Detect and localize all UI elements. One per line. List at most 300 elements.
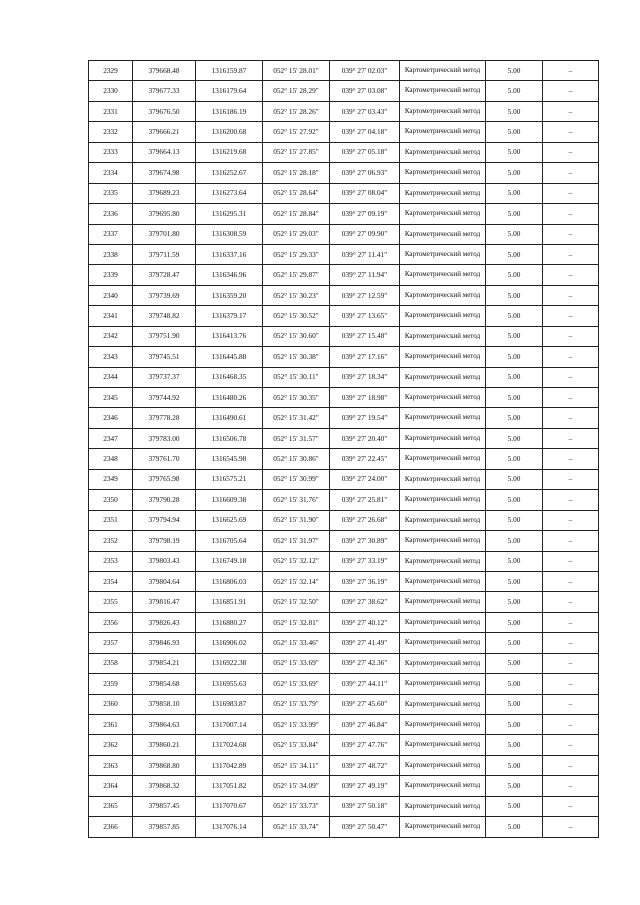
longitude-cell: 039° 27' 25.81" [330, 490, 400, 510]
latitude-cell: 052° 15' 30.99" [263, 469, 330, 489]
latitude-cell: 052° 15' 30.60" [263, 326, 330, 346]
latitude-cell: 052° 15' 32.14" [263, 571, 330, 591]
x-coordinate-cell: 379783.00 [133, 428, 196, 448]
accuracy-cell: 5.00 [486, 408, 543, 428]
x-coordinate-cell: 379858.10 [133, 694, 196, 714]
accuracy-cell: 5.00 [486, 694, 543, 714]
latitude-cell: 052° 15' 31.76" [263, 490, 330, 510]
latitude-cell: 052° 15' 33.79" [263, 694, 330, 714]
longitude-cell: 039° 27' 09.90" [330, 224, 400, 244]
accuracy-cell: 5.00 [486, 755, 543, 775]
table-row [89, 265, 599, 285]
y-coordinate-cell: 1316880.27 [196, 612, 263, 632]
point-number-cell: 2335 [89, 183, 133, 203]
note-cell: – [543, 326, 599, 346]
accuracy-cell: 5.00 [486, 551, 543, 571]
longitude-cell: 039° 27' 03.08" [330, 81, 400, 101]
x-coordinate-cell: 379803.43 [133, 551, 196, 571]
note-cell: – [543, 101, 599, 121]
longitude-cell: 039° 27' 05.18" [330, 142, 400, 162]
table-row [89, 694, 599, 714]
accuracy-cell: 5.00 [486, 490, 543, 510]
method-cell: Картометрический метод [400, 428, 486, 448]
accuracy-cell: 5.00 [486, 347, 543, 367]
note-cell: – [543, 122, 599, 142]
y-coordinate-cell: 1316625.69 [196, 510, 263, 530]
point-number-cell: 2361 [89, 715, 133, 735]
longitude-cell: 039° 27' 02.03" [330, 61, 400, 81]
table-row [89, 674, 599, 694]
x-coordinate-cell: 379864.63 [133, 715, 196, 735]
y-coordinate-cell: 1316575.21 [196, 469, 263, 489]
accuracy-cell: 5.00 [486, 204, 543, 224]
accuracy-cell: 5.00 [486, 101, 543, 121]
point-number-cell: 2348 [89, 449, 133, 469]
table-row [89, 326, 599, 346]
table-row [89, 244, 599, 264]
note-cell: – [543, 796, 599, 816]
table-row [89, 490, 599, 510]
latitude-cell: 052° 15' 28.84" [263, 204, 330, 224]
latitude-cell: 052° 15' 27.92" [263, 122, 330, 142]
latitude-cell: 052° 15' 33.73" [263, 796, 330, 816]
note-cell: – [543, 224, 599, 244]
note-cell: – [543, 449, 599, 469]
method-cell: Картометрический метод [400, 204, 486, 224]
point-number-cell: 2351 [89, 510, 133, 530]
longitude-cell: 039° 27' 36.19" [330, 571, 400, 591]
note-cell: – [543, 142, 599, 162]
table-row [89, 388, 599, 408]
longitude-cell: 039° 27' 48.72" [330, 755, 400, 775]
method-cell: Картометрический метод [400, 612, 486, 632]
point-number-cell: 2345 [89, 388, 133, 408]
x-coordinate-cell: 379857.85 [133, 817, 196, 837]
y-coordinate-cell: 1316705.64 [196, 531, 263, 551]
method-cell: Картометрический метод [400, 715, 486, 735]
latitude-cell: 052° 15' 30.23" [263, 285, 330, 305]
longitude-cell: 039° 27' 18.34" [330, 367, 400, 387]
table-row [89, 101, 599, 121]
accuracy-cell: 5.00 [486, 265, 543, 285]
x-coordinate-cell: 379857.45 [133, 796, 196, 816]
y-coordinate-cell: 1317051.82 [196, 776, 263, 796]
y-coordinate-cell: 1316359.20 [196, 285, 263, 305]
accuracy-cell: 5.00 [486, 388, 543, 408]
accuracy-cell: 5.00 [486, 183, 543, 203]
latitude-cell: 052° 15' 28.64" [263, 183, 330, 203]
latitude-cell: 052° 15' 32.12" [263, 551, 330, 571]
longitude-cell: 039° 27' 41.49" [330, 633, 400, 653]
accuracy-cell: 5.00 [486, 531, 543, 551]
latitude-cell: 052° 15' 31.90" [263, 510, 330, 530]
accuracy-cell: 5.00 [486, 469, 543, 489]
table-row [89, 776, 599, 796]
table-row [89, 531, 599, 551]
table-row [89, 61, 599, 81]
y-coordinate-cell: 1316983.87 [196, 694, 263, 714]
accuracy-cell: 5.00 [486, 449, 543, 469]
y-coordinate-cell: 1316445.88 [196, 347, 263, 367]
longitude-cell: 039° 27' 49.19" [330, 776, 400, 796]
table-row [89, 428, 599, 448]
latitude-cell: 052° 15' 30.35" [263, 388, 330, 408]
x-coordinate-cell: 379790.28 [133, 490, 196, 510]
accuracy-cell: 5.00 [486, 285, 543, 305]
y-coordinate-cell: 1316179.64 [196, 81, 263, 101]
x-coordinate-cell: 379804.64 [133, 571, 196, 591]
point-number-cell: 2354 [89, 571, 133, 591]
method-cell: Картометрический метод [400, 653, 486, 673]
x-coordinate-cell: 379761.70 [133, 449, 196, 469]
method-cell: Картометрический метод [400, 469, 486, 489]
latitude-cell: 052° 15' 33.69" [263, 674, 330, 694]
y-coordinate-cell: 1316308.59 [196, 224, 263, 244]
accuracy-cell: 5.00 [486, 163, 543, 183]
x-coordinate-cell: 379739.69 [133, 285, 196, 305]
y-coordinate-cell: 1316806.03 [196, 571, 263, 591]
point-number-cell: 2337 [89, 224, 133, 244]
point-number-cell: 2330 [89, 81, 133, 101]
longitude-cell: 039° 27' 17.16" [330, 347, 400, 367]
accuracy-cell: 5.00 [486, 428, 543, 448]
method-cell: Картометрический метод [400, 244, 486, 264]
y-coordinate-cell: 1317076.14 [196, 817, 263, 837]
longitude-cell: 039° 27' 46.84" [330, 715, 400, 735]
note-cell: – [543, 612, 599, 632]
table-row [89, 81, 599, 101]
longitude-cell: 039° 27' 30.89" [330, 531, 400, 551]
method-cell: Картометрический метод [400, 388, 486, 408]
note-cell: – [543, 674, 599, 694]
method-cell: Картометрический метод [400, 571, 486, 591]
latitude-cell: 052° 15' 31.57" [263, 428, 330, 448]
note-cell: – [543, 510, 599, 530]
table-row [89, 817, 599, 837]
longitude-cell: 039° 27' 38.62" [330, 592, 400, 612]
coordinates-table-body [89, 61, 599, 838]
longitude-cell: 039° 27' 11.94" [330, 265, 400, 285]
x-coordinate-cell: 379737.37 [133, 367, 196, 387]
point-number-cell: 2366 [89, 817, 133, 837]
y-coordinate-cell: 1316219.68 [196, 142, 263, 162]
y-coordinate-cell: 1316490.61 [196, 408, 263, 428]
y-coordinate-cell: 1316273.64 [196, 183, 263, 203]
table-row [89, 755, 599, 775]
longitude-cell: 039° 27' 19.54" [330, 408, 400, 428]
y-coordinate-cell: 1316922.38 [196, 653, 263, 673]
table-row [89, 653, 599, 673]
y-coordinate-cell: 1316480.26 [196, 388, 263, 408]
note-cell: – [543, 776, 599, 796]
point-number-cell: 2331 [89, 101, 133, 121]
x-coordinate-cell: 379677.33 [133, 81, 196, 101]
longitude-cell: 039° 27' 22.45" [330, 449, 400, 469]
y-coordinate-cell: 1317024.68 [196, 735, 263, 755]
method-cell: Картометрический метод [400, 224, 486, 244]
note-cell: – [543, 61, 599, 81]
table-row [89, 633, 599, 653]
point-number-cell: 2343 [89, 347, 133, 367]
accuracy-cell: 5.00 [486, 510, 543, 530]
y-coordinate-cell: 1316337.16 [196, 244, 263, 264]
accuracy-cell: 5.00 [486, 796, 543, 816]
method-cell: Картометрический метод [400, 776, 486, 796]
longitude-cell: 039° 27' 08.04" [330, 183, 400, 203]
x-coordinate-cell: 379664.13 [133, 142, 196, 162]
point-number-cell: 2349 [89, 469, 133, 489]
note-cell: – [543, 551, 599, 571]
table-row [89, 163, 599, 183]
x-coordinate-cell: 379846.93 [133, 633, 196, 653]
longitude-cell: 039° 27' 13.65" [330, 306, 400, 326]
accuracy-cell: 5.00 [486, 776, 543, 796]
note-cell: – [543, 755, 599, 775]
y-coordinate-cell: 1316609.38 [196, 490, 263, 510]
latitude-cell: 052° 15' 28.18" [263, 163, 330, 183]
point-number-cell: 2341 [89, 306, 133, 326]
y-coordinate-cell: 1316749.18 [196, 551, 263, 571]
table-row [89, 183, 599, 203]
x-coordinate-cell: 379674.98 [133, 163, 196, 183]
longitude-cell: 039° 27' 33.19" [330, 551, 400, 571]
accuracy-cell: 5.00 [486, 571, 543, 591]
note-cell: – [543, 306, 599, 326]
point-number-cell: 2350 [89, 490, 133, 510]
method-cell: Картометрический метод [400, 163, 486, 183]
table-row [89, 347, 599, 367]
accuracy-cell: 5.00 [486, 633, 543, 653]
longitude-cell: 039° 27' 44.11" [330, 674, 400, 694]
y-coordinate-cell: 1316955.63 [196, 674, 263, 694]
method-cell: Картометрический метод [400, 367, 486, 387]
y-coordinate-cell: 1316906.02 [196, 633, 263, 653]
accuracy-cell: 5.00 [486, 61, 543, 81]
method-cell: Картометрический метод [400, 755, 486, 775]
point-number-cell: 2347 [89, 428, 133, 448]
latitude-cell: 052° 15' 30.86" [263, 449, 330, 469]
x-coordinate-cell: 379744.92 [133, 388, 196, 408]
note-cell: – [543, 428, 599, 448]
method-cell: Картометрический метод [400, 694, 486, 714]
accuracy-cell: 5.00 [486, 612, 543, 632]
latitude-cell: 052° 15' 28.01" [263, 61, 330, 81]
point-number-cell: 2346 [89, 408, 133, 428]
point-number-cell: 2339 [89, 265, 133, 285]
latitude-cell: 052° 15' 28.29" [263, 81, 330, 101]
note-cell: – [543, 817, 599, 837]
longitude-cell: 039° 27' 50.18" [330, 796, 400, 816]
x-coordinate-cell: 379826.43 [133, 612, 196, 632]
coordinates-table [88, 60, 599, 838]
method-cell: Картометрический метод [400, 347, 486, 367]
latitude-cell: 052° 15' 32.50" [263, 592, 330, 612]
y-coordinate-cell: 1316413.76 [196, 326, 263, 346]
longitude-cell: 039° 27' 47.76" [330, 735, 400, 755]
y-coordinate-cell: 1316252.67 [196, 163, 263, 183]
x-coordinate-cell: 379676.50 [133, 101, 196, 121]
method-cell: Картометрический метод [400, 449, 486, 469]
note-cell: – [543, 531, 599, 551]
method-cell: Картометрический метод [400, 674, 486, 694]
latitude-cell: 052° 15' 30.52" [263, 306, 330, 326]
y-coordinate-cell: 1316851.91 [196, 592, 263, 612]
point-number-cell: 2340 [89, 285, 133, 305]
accuracy-cell: 5.00 [486, 142, 543, 162]
x-coordinate-cell: 379666.21 [133, 122, 196, 142]
method-cell: Картометрический метод [400, 265, 486, 285]
note-cell: – [543, 285, 599, 305]
table-row [89, 122, 599, 142]
table-row [89, 224, 599, 244]
accuracy-cell: 5.00 [486, 306, 543, 326]
accuracy-cell: 5.00 [486, 674, 543, 694]
accuracy-cell: 5.00 [486, 817, 543, 837]
point-number-cell: 2365 [89, 796, 133, 816]
accuracy-cell: 5.00 [486, 244, 543, 264]
table-row [89, 285, 599, 305]
point-number-cell: 2362 [89, 735, 133, 755]
table-row [89, 367, 599, 387]
method-cell: Картометрический метод [400, 510, 486, 530]
x-coordinate-cell: 379701.80 [133, 224, 196, 244]
method-cell: Картометрический метод [400, 142, 486, 162]
y-coordinate-cell: 1317070.67 [196, 796, 263, 816]
latitude-cell: 052° 15' 34.09" [263, 776, 330, 796]
method-cell: Картометрический метод [400, 122, 486, 142]
table-row [89, 551, 599, 571]
note-cell: – [543, 244, 599, 264]
accuracy-cell: 5.00 [486, 224, 543, 244]
accuracy-cell: 5.00 [486, 653, 543, 673]
latitude-cell: 052° 15' 33.74" [263, 817, 330, 837]
longitude-cell: 039° 27' 12.59" [330, 285, 400, 305]
point-number-cell: 2355 [89, 592, 133, 612]
longitude-cell: 039° 27' 04.18" [330, 122, 400, 142]
point-number-cell: 2353 [89, 551, 133, 571]
note-cell: – [543, 490, 599, 510]
x-coordinate-cell: 379711.59 [133, 244, 196, 264]
accuracy-cell: 5.00 [486, 715, 543, 735]
note-cell: – [543, 204, 599, 224]
longitude-cell: 039° 27' 18.98" [330, 388, 400, 408]
method-cell: Картометрический метод [400, 81, 486, 101]
note-cell: – [543, 265, 599, 285]
y-coordinate-cell: 1316159.87 [196, 61, 263, 81]
latitude-cell: 052° 15' 31.97" [263, 531, 330, 551]
y-coordinate-cell: 1316379.17 [196, 306, 263, 326]
y-coordinate-cell: 1316295.31 [196, 204, 263, 224]
point-number-cell: 2338 [89, 244, 133, 264]
method-cell: Картометрический метод [400, 285, 486, 305]
method-cell: Картометрический метод [400, 326, 486, 346]
latitude-cell: 052° 15' 29.33" [263, 244, 330, 264]
latitude-cell: 052° 15' 30.38" [263, 347, 330, 367]
method-cell: Картометрический метод [400, 531, 486, 551]
table-row [89, 142, 599, 162]
note-cell: – [543, 715, 599, 735]
latitude-cell: 052° 15' 31.42" [263, 408, 330, 428]
point-number-cell: 2336 [89, 204, 133, 224]
longitude-cell: 039° 27' 24.00" [330, 469, 400, 489]
y-coordinate-cell: 1316545.98 [196, 449, 263, 469]
x-coordinate-cell: 379798.19 [133, 531, 196, 551]
point-number-cell: 2352 [89, 531, 133, 551]
y-coordinate-cell: 1316506.78 [196, 428, 263, 448]
table-row [89, 306, 599, 326]
longitude-cell: 039° 27' 06.93" [330, 163, 400, 183]
point-number-cell: 2332 [89, 122, 133, 142]
latitude-cell: 052° 15' 33.69" [263, 653, 330, 673]
latitude-cell: 052° 15' 33.46" [263, 633, 330, 653]
accuracy-cell: 5.00 [486, 326, 543, 346]
y-coordinate-cell: 1317007.14 [196, 715, 263, 735]
longitude-cell: 039° 27' 26.68" [330, 510, 400, 530]
y-coordinate-cell: 1316186.19 [196, 101, 263, 121]
y-coordinate-cell: 1316346.96 [196, 265, 263, 285]
longitude-cell: 039° 27' 11.41" [330, 244, 400, 264]
method-cell: Картометрический метод [400, 61, 486, 81]
method-cell: Картометрический метод [400, 551, 486, 571]
note-cell: – [543, 735, 599, 755]
note-cell: – [543, 163, 599, 183]
x-coordinate-cell: 379748.82 [133, 306, 196, 326]
latitude-cell: 052° 15' 33.84" [263, 735, 330, 755]
method-cell: Картометрический метод [400, 408, 486, 428]
point-number-cell: 2329 [89, 61, 133, 81]
y-coordinate-cell: 1317042.89 [196, 755, 263, 775]
x-coordinate-cell: 379778.28 [133, 408, 196, 428]
note-cell: – [543, 571, 599, 591]
x-coordinate-cell: 379854.68 [133, 674, 196, 694]
method-cell: Картометрический метод [400, 183, 486, 203]
longitude-cell: 039° 27' 42.36" [330, 653, 400, 673]
latitude-cell: 052° 15' 34.11" [263, 755, 330, 775]
x-coordinate-cell: 379868.80 [133, 755, 196, 775]
method-cell: Картометрический метод [400, 490, 486, 510]
table-row [89, 612, 599, 632]
table-row [89, 204, 599, 224]
note-cell: – [543, 469, 599, 489]
latitude-cell: 052° 15' 27.85" [263, 142, 330, 162]
table-row [89, 796, 599, 816]
note-cell: – [543, 81, 599, 101]
table-row [89, 715, 599, 735]
method-cell: Картометрический метод [400, 306, 486, 326]
table-row [89, 735, 599, 755]
method-cell: Картометрический метод [400, 796, 486, 816]
note-cell: – [543, 408, 599, 428]
longitude-cell: 039° 27' 40.12" [330, 612, 400, 632]
longitude-cell: 039° 27' 15.48" [330, 326, 400, 346]
note-cell: – [543, 388, 599, 408]
accuracy-cell: 5.00 [486, 592, 543, 612]
x-coordinate-cell: 379854.21 [133, 653, 196, 673]
note-cell: – [543, 592, 599, 612]
note-cell: – [543, 694, 599, 714]
x-coordinate-cell: 379751.90 [133, 326, 196, 346]
x-coordinate-cell: 379695.80 [133, 204, 196, 224]
table-row [89, 408, 599, 428]
latitude-cell: 052° 15' 28.26" [263, 101, 330, 121]
method-cell: Картометрический метод [400, 592, 486, 612]
x-coordinate-cell: 379860.21 [133, 735, 196, 755]
table-row [89, 449, 599, 469]
accuracy-cell: 5.00 [486, 735, 543, 755]
accuracy-cell: 5.00 [486, 81, 543, 101]
latitude-cell: 052° 15' 29.03" [263, 224, 330, 244]
note-cell: – [543, 653, 599, 673]
